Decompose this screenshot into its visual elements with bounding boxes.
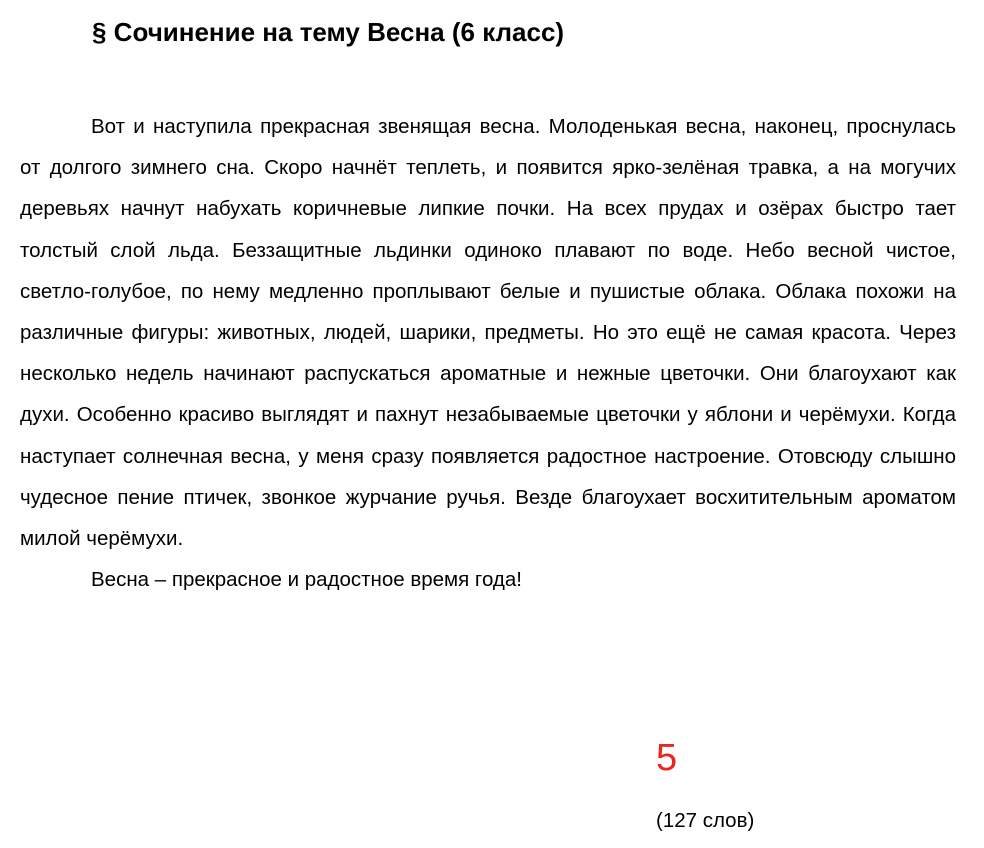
essay-body	[20, 106, 956, 600]
grade-mark: 5	[656, 737, 678, 779]
essay-paragraph: Весна – прекрасное и радостное время года!	[91, 568, 522, 592]
word-count: (127 слов)	[656, 809, 755, 832]
essay-paragraph: Вот и наступила прекрасная звенящая весна. Молоденькая весна, наконец, проснулась от долгого зимнего сна. Скоро начнёт теплеть, и появится ярко-зелёная травка, а на могучих деревьях начнут набухать коричневые липкие почки. На всех прудах и озёрах быстро тает толстый слой льда. Беззащитные льдинки одиноко плавают по воде. Небо весной чистое, светло-голубое, по нему медленно проплывают белые и пушистые облака. Облака похожи на различные фигуры: животных, людей, шарики, предметы. Но это ещё не самая красота. Через несколько недель начинают распускаться ароматные и нежные цветочки. Они благоухают как духи. Особенно красиво выглядят и пахнут незабываемые цветочки у яблони и черёмухи. Когда наступает солнечная весна, у меня сразу появляется радостное настроение. Отовсюду слышно чудесное пение птичек, звонкое журчание ручья. Везде благоухает восхитительным ароматом милой черёмухи.	[20, 115, 956, 551]
page-title: § Сочинение на тему Весна (6 класс)	[92, 17, 565, 47]
